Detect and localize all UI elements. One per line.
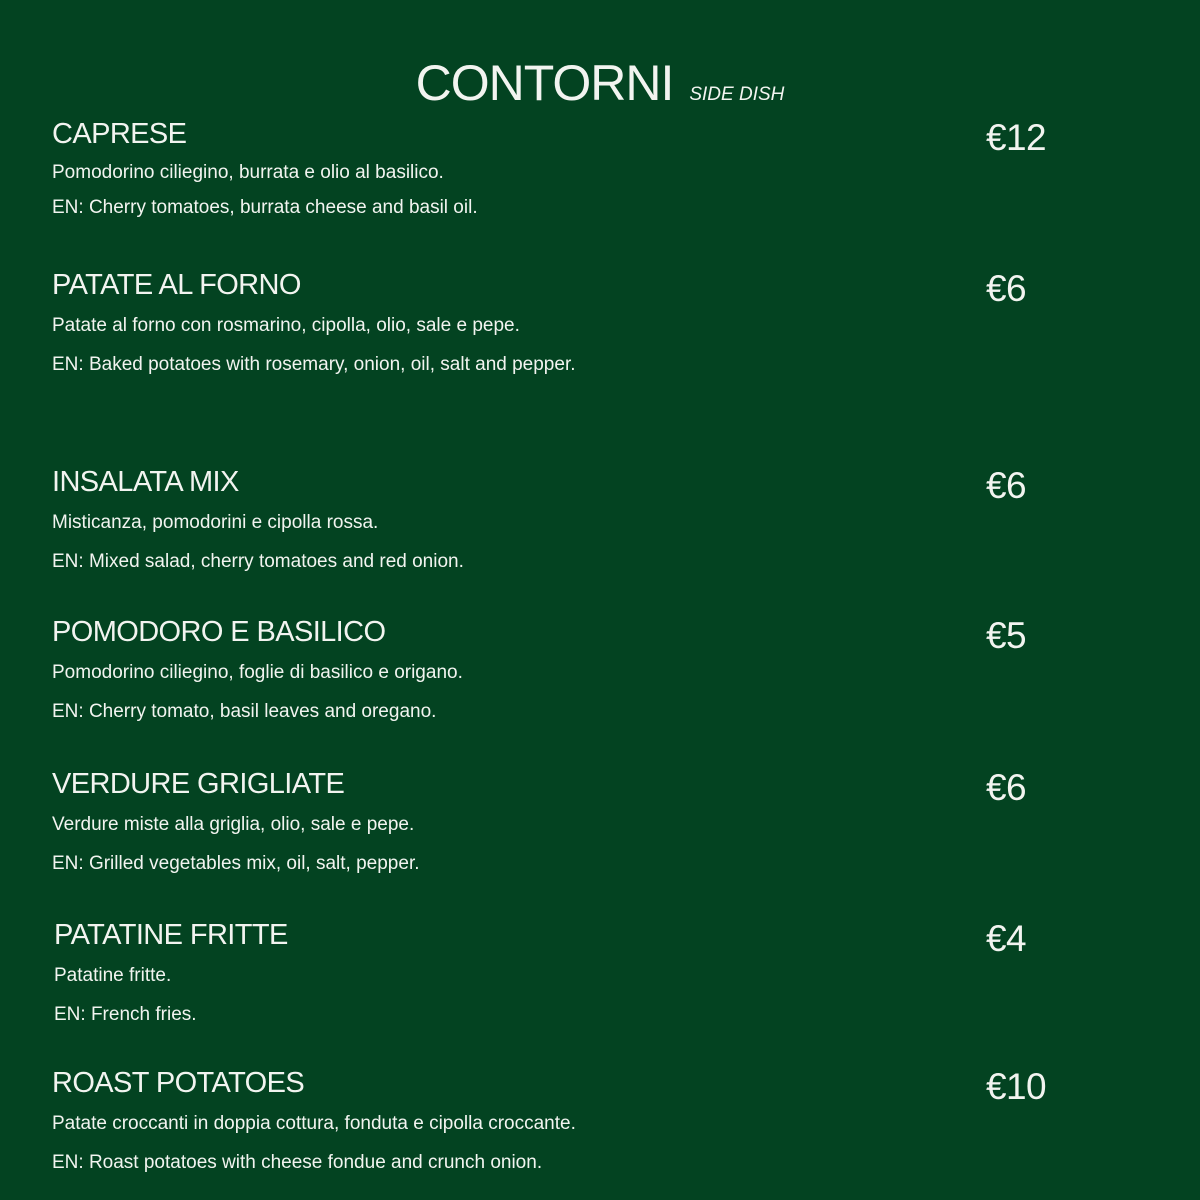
menu-item-patatine-fritte [54, 918, 1154, 1034]
item-name: ROAST POTATOES [52, 1067, 305, 1099]
page-subtitle: SIDE DISH [689, 84, 785, 105]
menu-item-patate-al-forno [52, 268, 1152, 384]
item-price: €4 [986, 918, 1026, 959]
item-description [52, 503, 1152, 581]
item-description-it: Verdure miste alla griglia, olio, sale e pepe. [52, 814, 415, 835]
item-description-en: EN: Cherry tomato, basil leaves and oregano. [52, 701, 437, 722]
item-description-it: Patate croccanti in doppia cottura, fonduta e cipolla croccante. [52, 1113, 576, 1134]
item-price: €12 [986, 117, 1046, 158]
item-price: €6 [986, 268, 1026, 309]
item-description [54, 956, 1154, 1034]
item-name: CAPRESE [52, 118, 187, 150]
item-description-it: Patate al forno con rosmarino, cipolla, olio, sale e pepe. [52, 315, 520, 336]
item-price: €6 [986, 767, 1026, 808]
item-description-it: Pomodorino ciliegino, foglie di basilico e origano. [52, 662, 463, 683]
item-description-en: EN: French fries. [54, 1004, 197, 1025]
item-price: €5 [986, 615, 1026, 656]
menu-item-insalata-mix [52, 465, 1152, 581]
item-name: INSALATA MIX [52, 466, 239, 498]
item-price: €6 [986, 465, 1026, 506]
menu-item-verdure-grigliate [52, 767, 1152, 883]
item-name: POMODORO E BASILICO [52, 616, 386, 648]
menu-item-pomodoro-e-basilico [52, 615, 1152, 731]
item-description [52, 306, 1152, 384]
menu-item-roast-potatoes [52, 1066, 1152, 1182]
item-description [52, 653, 1152, 731]
menu-header [0, 54, 1200, 112]
item-description [52, 1104, 1152, 1182]
item-description [52, 155, 1152, 225]
item-name: PATATINE FRITTE [54, 919, 288, 951]
item-description-en: EN: Grilled vegetables mix, oil, salt, pepper. [52, 853, 420, 874]
item-description-en: EN: Baked potatoes with rosemary, onion, oil, salt and pepper. [52, 354, 576, 375]
item-price: €10 [986, 1066, 1046, 1107]
item-description-it: Patatine fritte. [54, 965, 172, 986]
item-name: PATATE AL FORNO [52, 269, 301, 301]
page-title: CONTORNI [415, 55, 674, 111]
item-description-it: Pomodorino ciliegino, burrata e olio al basilico. [52, 162, 444, 183]
item-description-en: EN: Mixed salad, cherry tomatoes and red onion. [52, 551, 464, 572]
item-description-en: EN: Roast potatoes with cheese fondue and crunch onion. [52, 1152, 543, 1173]
menu-item-caprese [52, 117, 1152, 225]
item-description-en: EN: Cherry tomatoes, burrata cheese and basil oil. [52, 197, 478, 218]
item-description [52, 805, 1152, 883]
item-name: VERDURE GRIGLIATE [52, 768, 345, 800]
item-description-it: Misticanza, pomodorini e cipolla rossa. [52, 512, 379, 533]
